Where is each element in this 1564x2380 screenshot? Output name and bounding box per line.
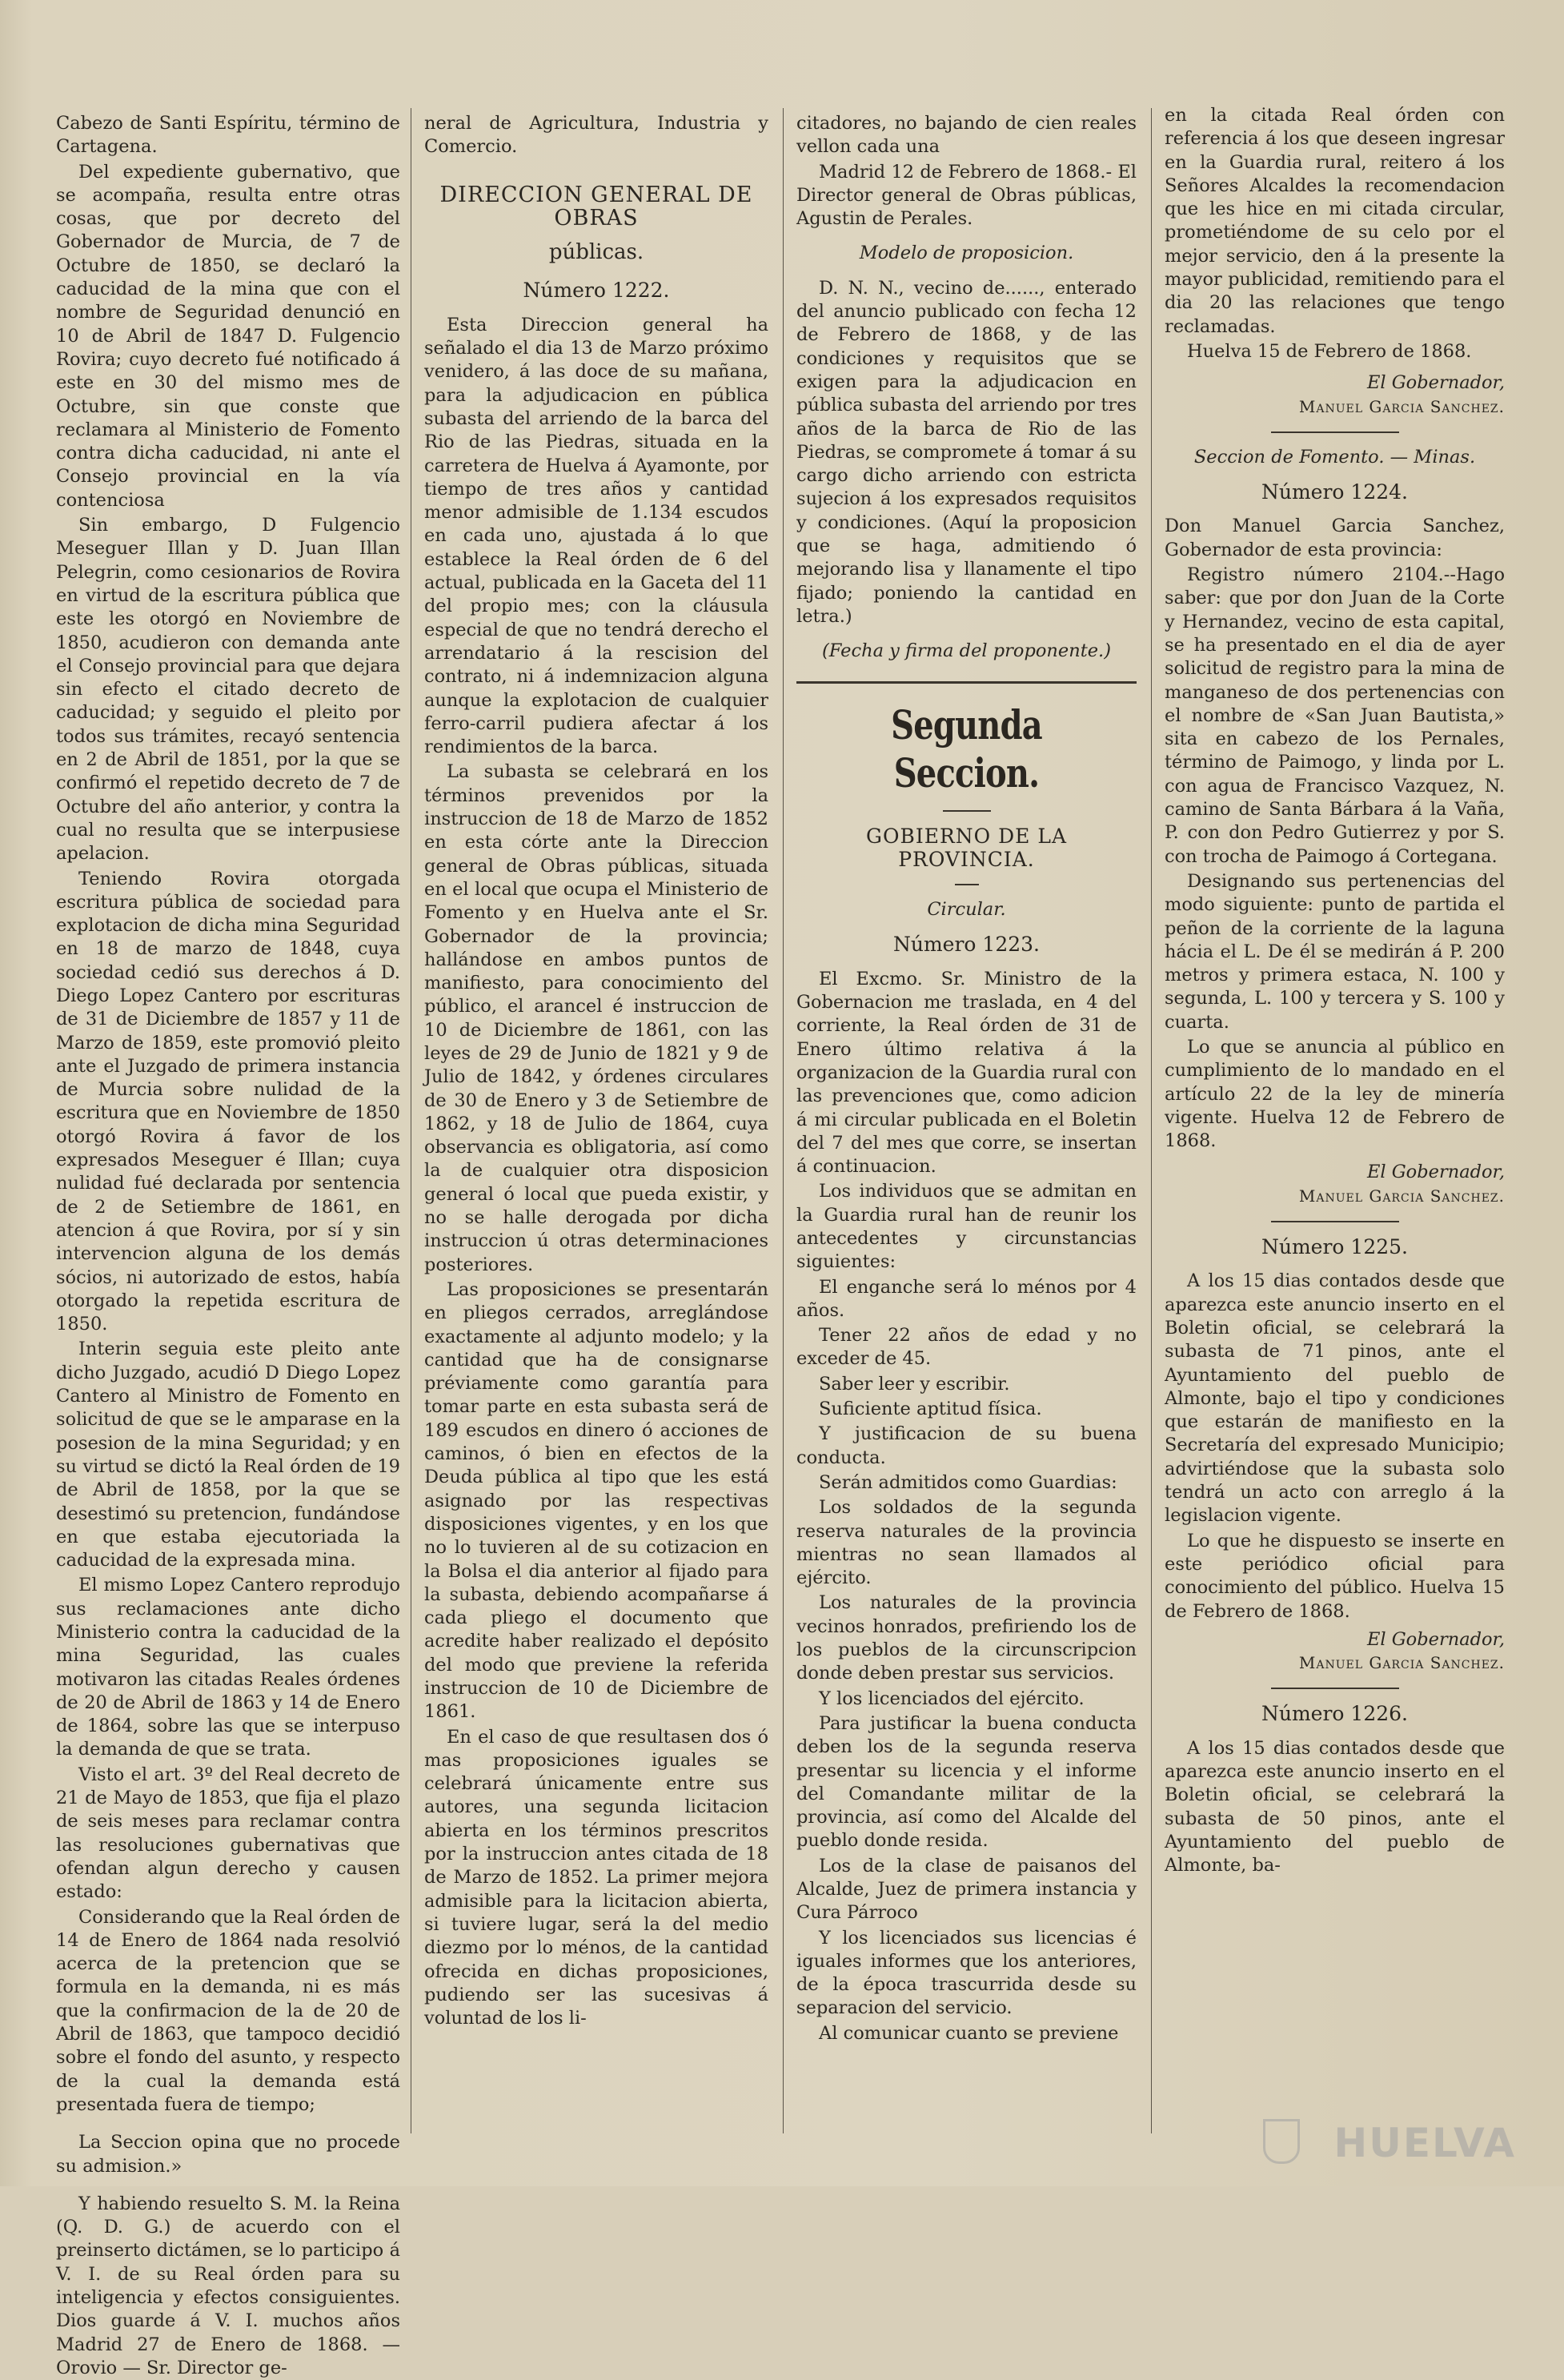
paragraph: Sin embargo, D Fulgencio Meseguer Illan y D. Juan Illan Pelegrin, como cesionarios de Rovira en virtud de la escritura pública que este les otorgó en Noviembre de 1850, acudieron con demanda ante el Consejo provincial para que dejara sin efecto el citado decreto de caducidad; y seguido el pleito por todos sus trámites, recayó sentencia en 2 de Abril de 1851, por la que se confirmó el repetido decreto de 7 de Octubre del año anterior, y contra la cual no resulta que se interpusiese apelacion.: [56, 515, 400, 865]
paragraph: El Excmo. Sr. Ministro de la Gobernacion me traslada, en 4 del corriente, la Real órden de 31 de Enero último relativa á la organizacion de la Guardia rural con las prevenciones que, como adicion á mi circular publicada en el Boletin del 7 del mes que corre, se insertan á continuacion.: [796, 968, 1137, 1178]
paragraph: Los soldados de la segunda reserva naturales de la provincia mientras no sean llamados al ejército.: [796, 1497, 1137, 1589]
signature-name: Manuel Garcia Sanchez.: [1298, 396, 1505, 416]
notice-number: Número 1223.: [893, 933, 1040, 957]
column-divider: [1151, 108, 1152, 2133]
paragraph: Lo que se anuncia al público en cumplimiento de lo mandado en el artículo 22 de la ley de minería vigente. Huelva 12 de Febrero de 1868.: [1165, 1036, 1505, 1152]
paragraph: Considerando que la Real órden de 14 de Enero de 1864 nada resolvió acerca de la pretencion que se formula en la demanda, ni es más que la confirmacion de la de 20 de Abril de 1863, que tampoco decidió sobre el fondo del asunto, y respecto de la cual la demanda está presentada fuera de tiempo;: [56, 1906, 401, 2115]
paragraph: Al comunicar cuanto se previene: [819, 2022, 1119, 2044]
paragraph: en la citada Real órden con referencia á los que deseen ingresar en la Guardia rural, reitero á los Señores Alcaldes la recomendacion que les hice en mi citada circular, prometiéndome de su celo por el mejor servicio, den á la presente la mayor publicidad, remitiendo para el dia 20 las relaciones que tengo reclamadas.: [1165, 105, 1505, 337]
signature-name: Manuel Garcia Sanchez.: [1298, 1186, 1505, 1206]
paragraph: Para justificar la buena conducta deben los de la segunda reserva presentar su licencia y el informe del Comandante militar de la provincia, así como del Alcalde del pueblo donde resida.: [796, 1712, 1137, 1852]
paragraph: Los naturales de la provincia vecinos honrados, prefiriendo los de los pueblos de la circunscripcion donde deben prestar sus servicios.: [796, 1592, 1137, 1684]
paragraph: El mismo Lopez Cantero reprodujo sus reclamaciones ante dicho Ministerio contra la caducidad de la mina Seguridad, las cuales motivaron las citadas Reales órdenes de 20 de Abril de 1863 y 14 de Enero de 1864, sobre las que se interpuso la demanda de que se trata.: [56, 1575, 400, 1760]
paragraph: Los individuos que se admitan en la Guardia rural han de reunir los antecedentes y circunstancias siguientes:: [796, 1181, 1137, 1273]
signature-title: El Gobernador,: [1366, 1162, 1505, 1183]
paragraph: Las proposiciones se presentarán en pliegos cerrados, arreglándose exactamente al adjunto modelo; y la cantidad que ha de consignarse préviamente como garantía para tomar parte en esta subasta será de 189 escudos en dinero ó acciones de caminos, ó bien en efectos de la Deuda pública al tipo que les está asignado por las respectivas disposiciones vigentes, y en los que no lo tuvieren al de su cotizacion en la Bolsa el dia anterior al fijado para la subasta, debiendo acompañarse á cada pliego el documento que acredite haber realizado el depósito del modo que previene la referida instruccion de 10 de Diciembre de 1861.: [424, 1278, 768, 1723]
paragraph: Saber leer y escribir.: [819, 1373, 1010, 1395]
section-heading: Seccion de Fomento. — Minas.: [1193, 446, 1476, 468]
paragraph: Designando sus pertenencias del modo siguiente: punto de partida el peñon de la corriente de la laguna hácia el L. De él se medirán á P. 200 metros y primera estaca, N. 100 y segunda, L. 100 y tercera y S. 100 y cuarta.: [1165, 870, 1505, 1033]
paragraph: A los 15 dias contados desde que aparezca este anuncio inserto en el Boletin oficial, se celebrará la subasta de 71 pinos, ante el Ayuntamiento del pueblo de Almonte, bajo el tipo y condiciones que estarán de manifiesto en la Secretaría del expresado Municipio; advirtiéndose que la subasta solo tendrá un acto con arreglo á la legislacion vigente.: [1165, 1270, 1505, 1527]
section-heading: GOBIERNO DE LA PROVINCIA.: [866, 824, 1067, 871]
paragraph: La Seccion opina que no procede su admision.»: [56, 2132, 400, 2177]
watermark-logo: HUELVA: [1333, 2120, 1516, 2166]
paragraph: Y los licenciados del ejército.: [819, 1688, 1085, 1709]
paragraph: Teniendo Rovira otorgada escritura pública de sociedad para explotacion de dicha mina Seguridad en 18 de marzo de 1848, cuya sociedad cedió sus derechos á D. Diego Lopez Cantero por escrituras de 31 de Diciembre de 1857 y 11 de Marzo de 1859, este promovió pleito ante el Juzgado de primera instancia de Murcia sobre nulidad de la escritura que en Noviembre de 1850 otorgó Rovira á favor de los expresados Meseguer é Illan; cuya nulidad fué declarada por sentencia de 2 de Setiembre de 1861, en atencion á que Rovira, por sí y sin intervencion alguna de los demás sócios, ni autorizado de estos, había otorgado la repetida escritura de 1850.: [56, 868, 400, 1335]
paragraph: Cabezo de Santi Espíritu, término de Cartagena.: [56, 113, 400, 158]
paragraph: Visto el art. 3º del Real decreto de 21 de Mayo de 1853, que fija el plazo de seis meses para reclamar contra las resoluciones gubernativas que ofendan algun derecho y causen estado:: [56, 1764, 400, 1903]
circular-heading: Circular.: [927, 899, 1006, 921]
paragraph: Y los licenciados sus licencias é iguales informes que los anteriores, de la época trascurrida desde su separacion del servicio.: [796, 1927, 1137, 2019]
signature-title: El Gobernador,: [1366, 372, 1505, 394]
paragraph: Don Manuel Garcia Sanchez, Gobernador de esta provincia:: [1165, 516, 1505, 560]
divider: [1271, 431, 1399, 433]
paragraph: A los 15 dias contados desde que aparezca este anuncio inserto en el Boletin oficial, se celebrará la subasta de 50 pinos, ante el Ayuntamiento del pueblo de Almonte, ba-: [1165, 1737, 1505, 1876]
divider: [943, 810, 991, 812]
paragraph: Y justificacion de su buena conducta.: [796, 1423, 1137, 1468]
notice-number: Número 1222.: [523, 279, 670, 303]
column-divider: [783, 108, 784, 2133]
paragraph: Los de la clase de paisanos del Alcalde, Juez de primera instancia y Cura Párroco: [796, 1855, 1137, 1924]
divider: [1271, 1688, 1399, 1689]
paragraph: Registro número 2104.--Hago saber: que por don Juan de la Corte y Hernandez, vecino de esta capital, se ha presentado en el dia de ayer solicitud de registro para la mina de manganeso de dos pertenencias con el nombre de «San Juan Bautista,» sita en cabezo de los Pernales, término de Paimogo, y linda por L. con agua de Francisco Vazquez, N. camino de Santa Bárbara á la Vaña, P. con don Pedro Gutierrez y por S. con trocha de Paimogo á Cortegana.: [1165, 564, 1505, 867]
notice-number: Número 1226.: [1261, 1702, 1408, 1726]
notice-number: Número 1224.: [1261, 480, 1408, 504]
paragraph: citadores, no bajando de cien reales vellon cada una: [796, 113, 1137, 158]
paragraph: Huelva 15 de Febrero de 1868.: [1187, 340, 1472, 362]
paragraph: D. N. N., vecino de......, enterado del anuncio publicado con fecha 12 de Febrero de 1868, y de las condiciones y requisitos que se exigen para la adjudicacion en pública subasta del arriendo por tres años de la barca de Rio de las Piedras, se compromete á tomar á su cargo dicho arriendo con estricta sujecion á los expresados requisitos y condiciones. (Aquí la proposicion que se haga, admitiendo ó mejorando lisa y llanamente el tipo fijado; poniendo la cantidad en letra.): [796, 277, 1137, 627]
column-3: [796, 112, 1137, 2145]
column-2: [424, 112, 768, 2145]
paragraph: Del expediente gubernativo, que se acompaña, resulta entre otras cosas, que por decreto del Gobernador de Murcia, de 7 de Octubre de 1850, se declaró la caducidad de la mina que con el nombre de Seguridad denunció en 10 de Abril de 1847 D. Fulgencio Rovira; cuyo decreto fué notificado á este en 30 del mismo mes de Octubre, sin que conste que reclamara al Ministerio de Fomento contra dicha caducidad, ni ante el Consejo provincial en la vía contenciosa: [56, 161, 400, 511]
paragraph: Madrid 12 de Febrero de 1868.- El Director general de Obras públicas, Agustin de Perales.: [796, 161, 1137, 230]
signature-name: Manuel Garcia Sanchez.: [1298, 1653, 1505, 1673]
divider: [955, 884, 979, 885]
paragraph: Suficiente aptitud física.: [819, 1399, 1042, 1420]
shield-icon: [1263, 2119, 1300, 2164]
paragraph: Interin seguia este pleito ante dicho Juzgado, acudió D Diego Lopez Cantero al Ministro de Fomento en solicitud de que se le amparase en la posesion de la mina Seguridad; y en su virtud se dictó la Real órden de 19 de Abril de 1858, por la que se desestimó su pretencion, fundándose en que estaba ejecutoriada la caducidad de la expresada mina.: [56, 1338, 400, 1571]
paragraph: Serán admitidos como Guardias:: [819, 1471, 1117, 1493]
paragraph: neral de Agricultura, Industria y Comercio.: [424, 113, 768, 158]
paragraph: Lo que he dispuesto se inserte en este periódico oficial para conocimiento del público. Huelva 15 de Febrero de 1868.: [1165, 1530, 1505, 1622]
signature-placeholder: (Fecha y firma del proponente.): [822, 640, 1111, 662]
notice-number: Número 1225.: [1261, 1235, 1408, 1259]
model-heading: Modelo de proposicion.: [859, 243, 1074, 264]
section-title: Segunda Seccion.: [891, 700, 1042, 797]
paragraph: En el caso de que resultasen dos ó mas proposiciones iguales se celebrará únicamente entre sus autores, una segunda licitacion abierta en los términos prescritos por la instruccion antes citada de 18 de Marzo de 1852. La primer mejora admisible para la licitacion abierta, si tuviere lugar, será la del medio diezmo por lo ménos, de la cantidad ofrecida en dichas proposiciones, pudiendo ser las sucesivas á voluntad de los li-: [424, 1726, 768, 2029]
paragraph: Y habiendo resuelto S. M. la Reina (Q. D. G.) de acuerdo con el preinserto dictámen, se lo participo á V. I. de su Real órden para su inteligencia y efectos consiguientes. Dios guarde á V. I. muchos años Madrid 27 de Enero de 1868. — Orovio — Sr. Director ge-: [56, 2193, 400, 2378]
paragraph: Esta Direccion general ha señalado el dia 13 de Marzo próximo venidero, á las doce de su mañana, para la adjudicacion en pública subasta del arriendo de la barca del Rio de las Piedras, situada en la carretera de Huelva á Ayamonte, por tiempo de tres años y cantidad menor admisible de 1.134 escudos en cada uno, ajustada á lo que establece la Real órden de 6 del actual, publicada en la Gaceta del 11 del propio mes; con la cláusula especial de que no tendrá derecho el arrendatario á la rescision del contrato, ni á indemnizacion alguna aunque la explotacion de cualquier ferro-carril pudiera afectar á los rendimientos de la barca.: [424, 314, 768, 758]
paragraph: La subasta se celebrará en los términos prevenidos por la instruccion de 18 de Marzo de 1852 en esta córte ante la Direccion general de Obras públicas, situada en el local que ocupa el Ministerio de Fomento y en Huelva ante el Sr. Gobernador de la provincia; hallándose en ambos puntos de manifiesto, para conocimiento del público, el arancel é instruccion de 10 de Diciembre de 1861, con las leyes de 29 de Junio de 1821 y 9 de Julio de 1842, y órdenes circulares de 30 de Enero y 3 de Setiembre de 1862, y 18 de Julio de 1864, cuya observancia es obligatoria, así como la de cualquier otra disposicion general ó local que pueda existir, y no se halle derogada por dicha instruccion ú otras determinaciones posteriores.: [424, 761, 768, 1275]
divider: [1271, 1221, 1399, 1222]
section-subheading: públicas.: [548, 240, 644, 265]
section-heading: DIRECCION GENERAL DE OBRAS: [439, 182, 753, 231]
section-divider: [796, 681, 1137, 684]
paragraph: El enganche será lo ménos por 4 años.: [796, 1276, 1137, 1321]
paragraph: Tener 22 años de edad y no exceder de 45.: [796, 1325, 1137, 1370]
signature-title: El Gobernador,: [1366, 1628, 1505, 1650]
column-4: [1165, 104, 1505, 2137]
column-1: [56, 112, 401, 2378]
